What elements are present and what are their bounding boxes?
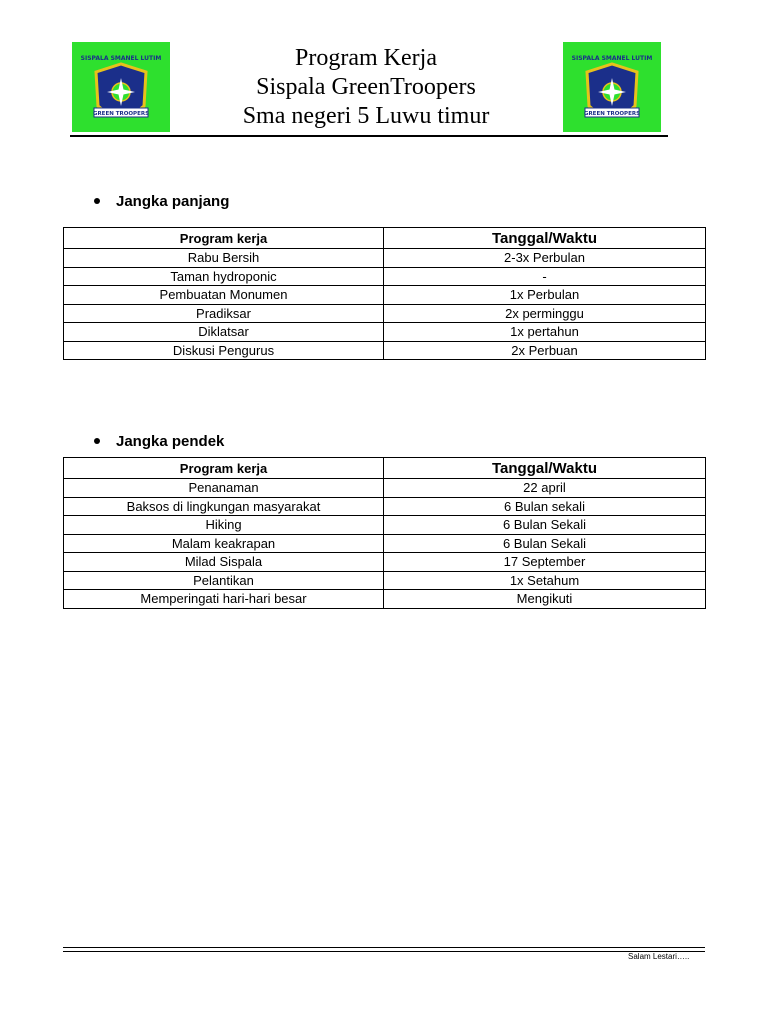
cell-waktu: 17 September: [384, 553, 706, 572]
column-header-program: Program kerja: [64, 228, 384, 249]
cell-waktu: 1x Setahum: [384, 571, 706, 590]
table-row: [64, 479, 706, 498]
column-header-waktu: Tanggal/Waktu: [384, 458, 706, 479]
cell-waktu: 2-3x Perbulan: [384, 249, 706, 268]
table-row: [64, 590, 706, 609]
bullet-icon: [94, 438, 100, 444]
cell-program: Diskusi Pengurus: [64, 341, 384, 360]
document-header: [70, 42, 668, 138]
footer-divider: [63, 951, 705, 952]
cell-waktu: Mengikuti: [384, 590, 706, 609]
cell-program: Hiking: [64, 516, 384, 535]
table-row: [64, 267, 706, 286]
table-row: [64, 534, 706, 553]
table-row: [64, 323, 706, 342]
cell-program: Rabu Bersih: [64, 249, 384, 268]
document-title: [180, 44, 552, 131]
cell-program: Pradiksar: [64, 304, 384, 323]
table-row: [64, 571, 706, 590]
logo-left: [72, 42, 170, 132]
bullet-icon: [94, 198, 100, 204]
table-row: [64, 286, 706, 305]
table-row: [64, 249, 706, 268]
cell-program: Taman hydroponic: [64, 267, 384, 286]
svg-text:GREEN TROOPERS: GREEN TROOPERS: [92, 111, 150, 117]
section-heading-jangka-pendek: Jangka pendek: [94, 433, 224, 450]
svg-text:SISPALA SMANEL LUTIM: SISPALA SMANEL LUTIM: [571, 55, 653, 62]
cell-program: Milad Sispala: [64, 553, 384, 572]
cell-waktu: 6 Bulan Sekali: [384, 534, 706, 553]
cell-program: Pembuatan Monumen: [64, 286, 384, 305]
svg-text:SISPALA SMANEL LUTIM: SISPALA SMANEL LUTIM: [80, 55, 162, 62]
cell-waktu: 6 Bulan Sekali: [384, 516, 706, 535]
column-header-waktu: Tanggal/Waktu: [384, 228, 706, 249]
cell-waktu: 2x Perbuan: [384, 341, 706, 360]
footer-divider: [63, 947, 705, 948]
svg-text:GREEN TROOPERS: GREEN TROOPERS: [583, 111, 641, 117]
footer-text: Salam Lestari…..: [628, 952, 690, 961]
title-line-2: Sispala GreenTroopers: [256, 74, 476, 100]
cell-waktu: 2x perminggu: [384, 304, 706, 323]
table-jangka-pendek: [63, 457, 706, 609]
table-row: [64, 341, 706, 360]
cell-program: Malam keakrapan: [64, 534, 384, 553]
table-row: [64, 497, 706, 516]
cell-program: Penanaman: [64, 479, 384, 498]
logo-emblem-icon: [563, 42, 661, 132]
table-header-row: [64, 458, 706, 479]
table-header-row: [64, 228, 706, 249]
cell-waktu: 1x Perbulan: [384, 286, 706, 305]
logo-right: [563, 42, 661, 132]
table-jangka-panjang: [63, 227, 706, 360]
cell-program: Diklatsar: [64, 323, 384, 342]
title-line-3: Sma negeri 5 Luwu timur: [242, 103, 490, 129]
cell-waktu: 6 Bulan sekali: [384, 497, 706, 516]
table-row: [64, 553, 706, 572]
cell-program: Baksos di lingkungan masyarakat: [64, 497, 384, 516]
cell-waktu: 1x pertahun: [384, 323, 706, 342]
logo-emblem-icon: [72, 42, 170, 132]
cell-waktu: 22 april: [384, 479, 706, 498]
header-divider: [70, 135, 668, 137]
cell-program: Pelantikan: [64, 571, 384, 590]
cell-waktu: -: [384, 267, 706, 286]
table-row: [64, 516, 706, 535]
cell-program: Memperingati hari-hari besar: [64, 590, 384, 609]
section-heading-jangka-panjang: Jangka panjang: [94, 193, 229, 210]
column-header-program: Program kerja: [64, 458, 384, 479]
table-row: [64, 304, 706, 323]
title-line-1: Program Kerja: [295, 45, 437, 71]
